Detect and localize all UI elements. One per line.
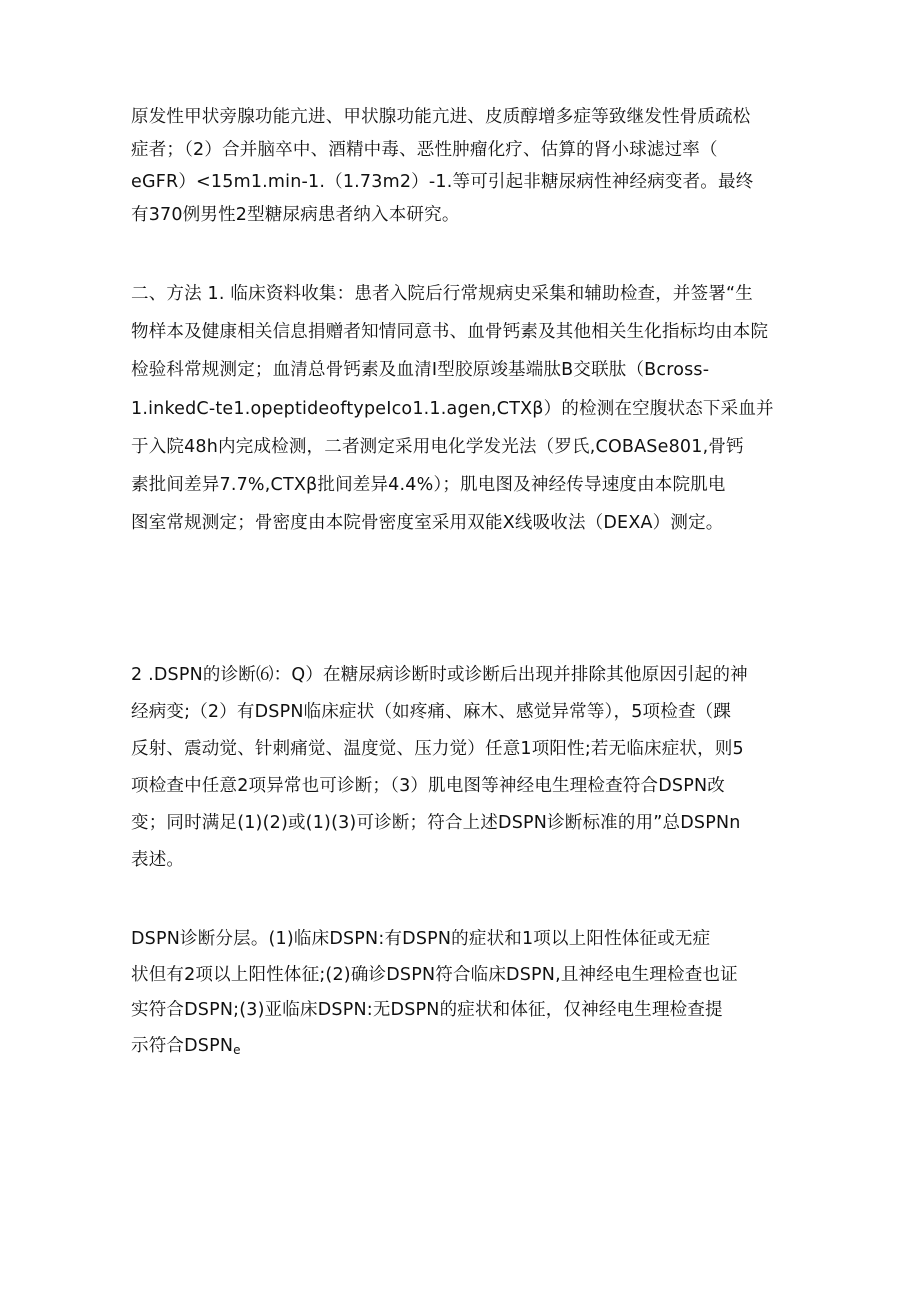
text-line: [131, 1029, 791, 1069]
paragraph-exclusion-criteria: [131, 101, 791, 231]
paragraph-dspn-diagnosis: [131, 657, 791, 879]
text-line: 表述。: [131, 850, 185, 870]
text-line: 实符合DSPN;(3)亚临床DSPN:无DSPN的症状和体征，仅神经电生理检查提: [131, 1000, 723, 1021]
paragraph-methods: [131, 275, 791, 542]
text-line: 1.inkedC-te1.opeptideoftypeIco1.1.agen,CTXβ）的检测在空腹状态下采血并: [131, 398, 774, 419]
text-line: 物样本及健康相关信息捐赠者知情同意书、血骨钙素及其他相关生化指标均由本院: [131, 322, 769, 343]
text-line: DSPN诊断分层。(1)临床DSPN:有DSPN的症状和1项以上阳性体征或无症: [131, 929, 711, 949]
text-line: 状但有2项以上阳性体征;(2)确诊DSPN符合临床DSPN,且神经电生理检查也证: [131, 964, 738, 985]
text-line: 二、方法 1. 临床资料收集：患者入院后行常规病史采集和辅助检查，并签署“生: [131, 284, 753, 304]
text-line: 反射、震动觉、针刺痛觉、温度觉、压力觉）任意1项阳性;若无临床症状，则5: [131, 739, 744, 759]
text-line: 原发性甲状旁腺功能亢进、甲状腺功能亢进、皮质醇增多症等致继发性骨质疏松: [131, 107, 751, 127]
text-line: 项检查中任意2项异常也可诊断；（3）肌电图等神经电生理检查符合DSPN改: [131, 776, 725, 796]
text-line-content: 示符合DSPN: [131, 1036, 234, 1057]
text-line: 变；同时满足(1)(2)或(1)(3)可诊断；符合上述DSPN诊断标准的用”总DSPNn: [131, 813, 741, 833]
text-line: 图室常规测定；骨密度由本院骨密度室采用双能X线吸收法（DEXA）测定。: [131, 513, 724, 534]
subscript-mark: e: [233, 1043, 241, 1058]
text-line: 素批间差异7.7%,CTXβ批间差异4.4%）；肌电图及神经传导速度由本院肌电: [131, 475, 726, 496]
text-line: eGFR）<15m1.min-1.（1.73m2）-1.等可引起非糖尿病性神经病变者。最终: [131, 172, 754, 192]
text-line: 2 .DSPN的诊断⑹：Q）在糖尿病诊断时或诊断后出现并排除其他原因引起的神: [131, 665, 748, 685]
text-line: 有370例男性2型糖尿病患者纳入本研究。: [131, 204, 460, 225]
paragraph-dspn-stratification: [131, 922, 791, 1069]
text-line: 症者；（2）合并脑卒中、酒精中毒、恶性肿瘤化疗、估算的肾小球滤过率（: [131, 139, 718, 160]
text-line: 检验科常规测定；血清总骨钙素及血清Ⅰ型胶原竣基端肽B交联肽（Bcross-: [131, 360, 710, 381]
text-line: 经病变;（2）有DSPN临床症状（如疼痛、麻木、感觉异常等），5项检查（踝: [131, 702, 732, 722]
text-line: 于入院48h内完成检测，二者测定采用电化学发光法（罗氏,COBASe801,骨钙: [131, 436, 744, 457]
